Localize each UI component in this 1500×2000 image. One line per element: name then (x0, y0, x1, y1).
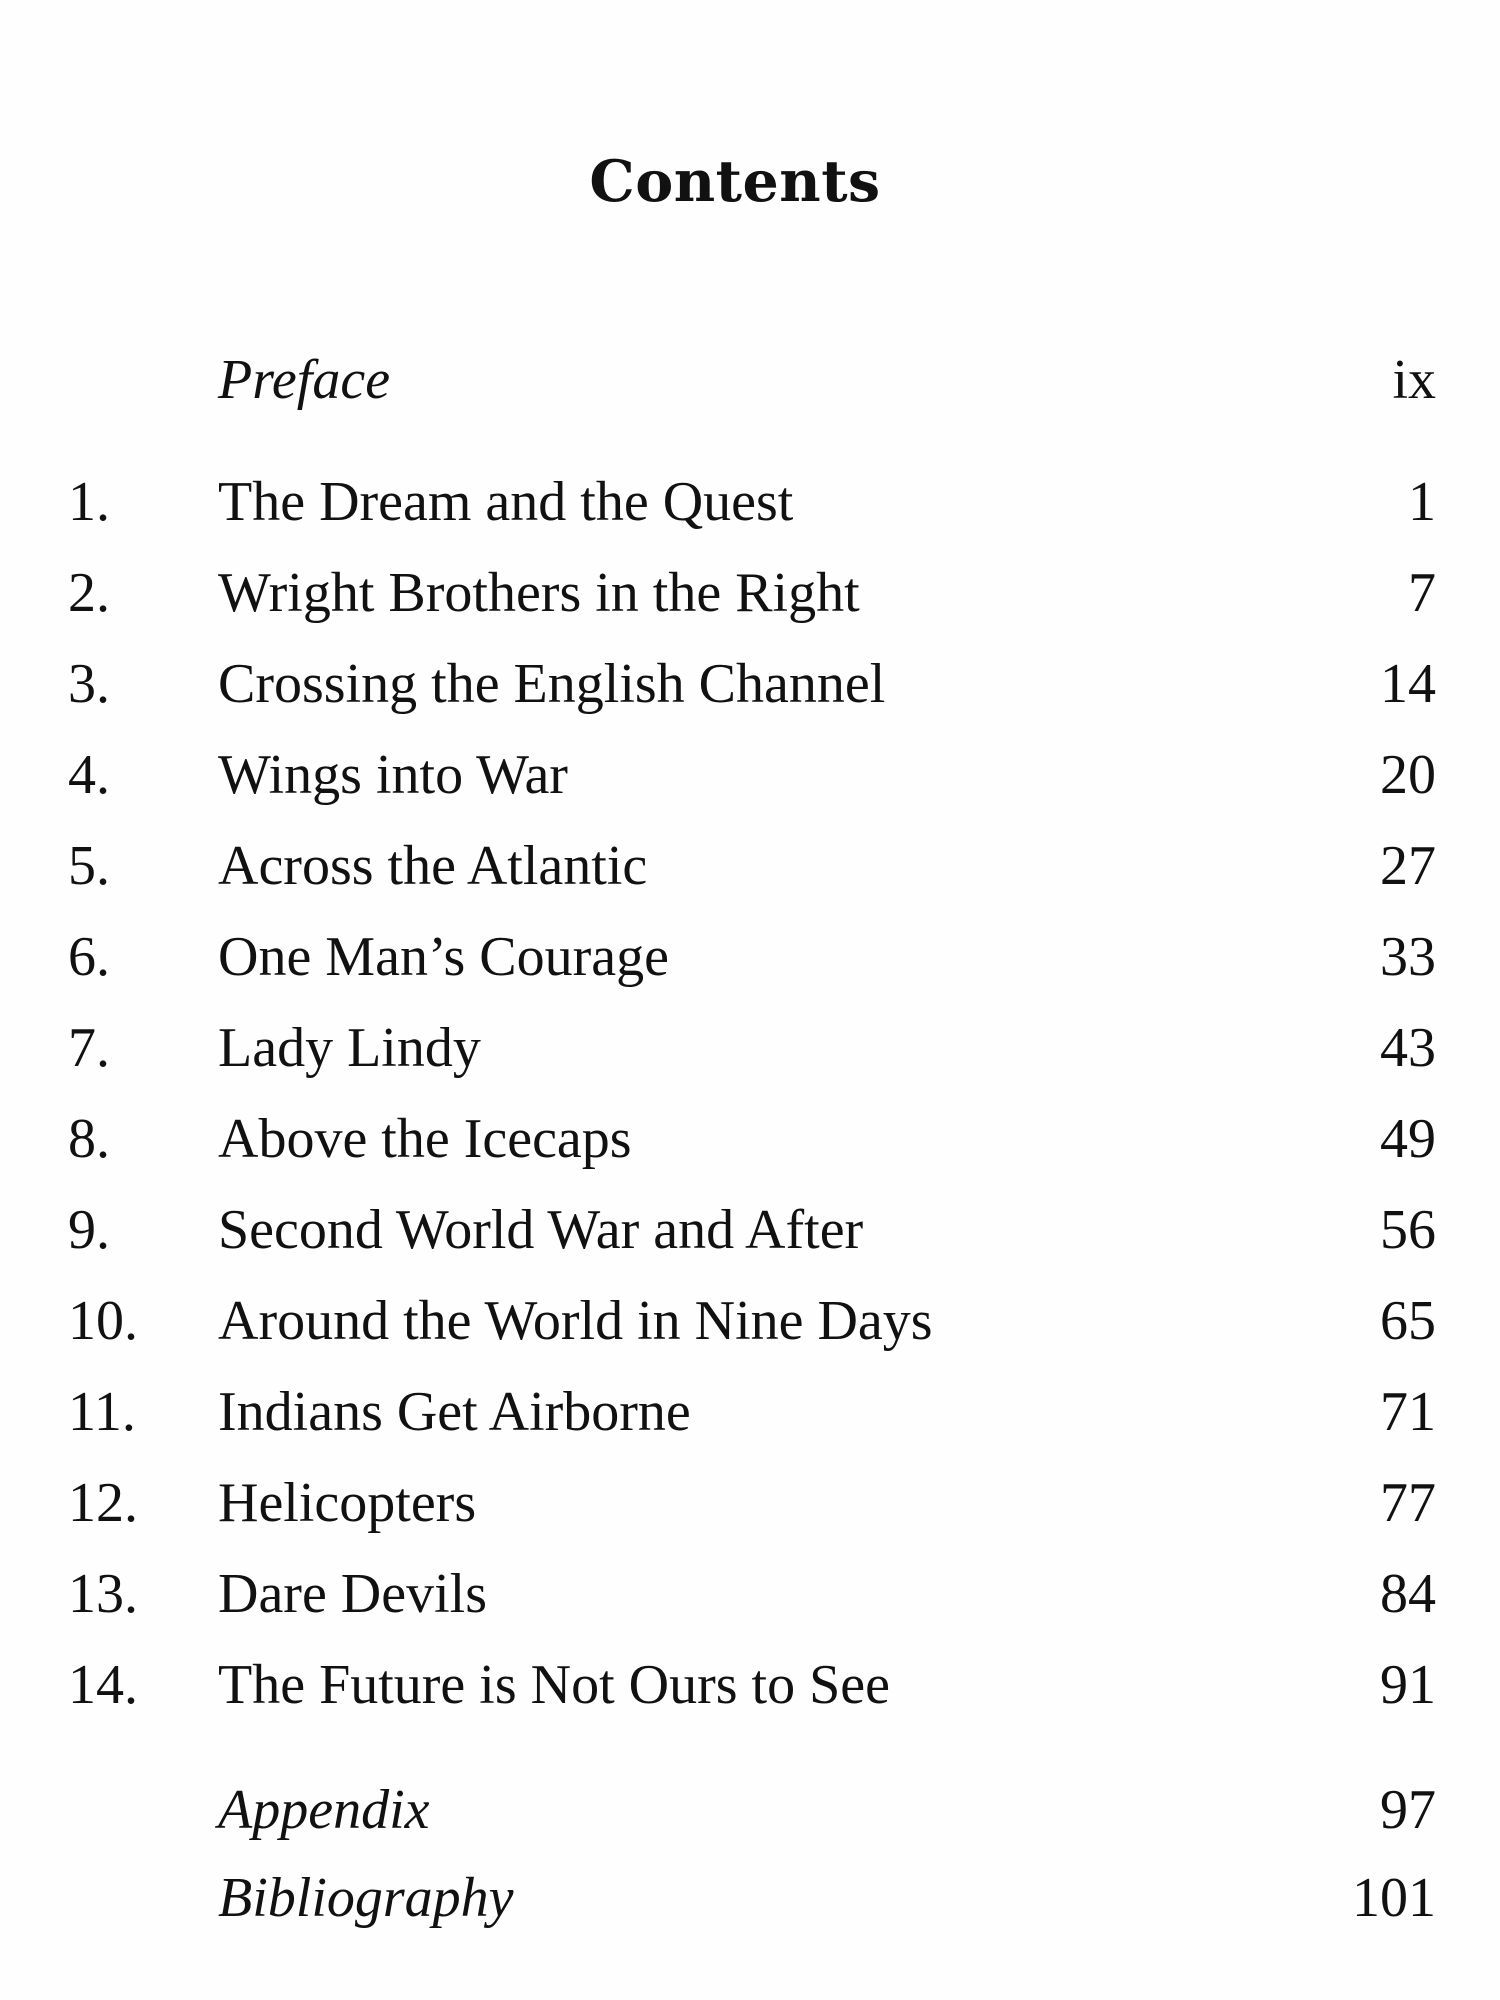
toc-entry-chapter-2 (0, 561, 1500, 641)
toc-entry-page: 7 (1408, 562, 1436, 624)
toc-entry-label: Around the World in Nine Days (218, 1290, 933, 1352)
toc-entry-label: Across the Atlantic (218, 835, 648, 897)
toc-entry-page: ix (1392, 349, 1436, 411)
toc-entry-number: 6. (68, 926, 110, 988)
toc-entry-chapter-8 (0, 1107, 1500, 1187)
toc-entry-page: 71 (1380, 1381, 1436, 1443)
toc-entry-label: Helicopters (218, 1472, 477, 1534)
toc-entry-number: 7. (68, 1017, 110, 1079)
toc-entry-page: 43 (1380, 1017, 1436, 1079)
toc-entry-number: 5. (68, 835, 110, 897)
toc-entry-appendix (0, 1778, 1500, 1858)
toc-entry-page: 97 (1380, 1779, 1436, 1841)
toc-entry-number: 4. (68, 744, 110, 806)
toc-entry-page: 91 (1380, 1654, 1436, 1716)
toc-entry-label: The Dream and the Quest (218, 471, 794, 533)
toc-entry-label: The Future is Not Ours to See (218, 1654, 890, 1716)
toc-entry-chapter-14 (0, 1653, 1500, 1733)
toc-entry-chapter-13 (0, 1562, 1500, 1642)
toc-entry-number: 12. (68, 1472, 138, 1534)
toc-entry-label: Lady Lindy (218, 1017, 481, 1079)
toc-entry-preface (0, 348, 1500, 428)
toc-entry-chapter-5 (0, 834, 1500, 914)
toc-entry-chapter-1 (0, 470, 1500, 550)
toc-entry-chapter-6 (0, 925, 1500, 1005)
toc-entry-bibliography (0, 1866, 1500, 1946)
toc-entry-label: Dare Devils (218, 1563, 488, 1625)
toc-entry-chapter-10 (0, 1289, 1500, 1369)
toc-entry-label: Bibliography (218, 1867, 514, 1929)
toc-entry-chapter-9 (0, 1198, 1500, 1278)
toc-entry-page: 49 (1380, 1108, 1436, 1170)
toc-entry-number: 2. (68, 562, 110, 624)
toc-entry-label: Preface (218, 349, 391, 411)
toc-entry-number: 11. (68, 1381, 136, 1443)
toc-entry-label: Appendix (218, 1779, 430, 1841)
toc-entry-chapter-4 (0, 743, 1500, 823)
toc-entry-label: Wright Brothers in the Right (218, 562, 860, 624)
toc-entry-page: 14 (1380, 653, 1436, 715)
toc-entry-chapter-12 (0, 1471, 1500, 1551)
toc-entry-label: Indians Get Airborne (218, 1381, 691, 1443)
toc-entry-page: 27 (1380, 835, 1436, 897)
toc-entry-label: Wings into War (218, 744, 568, 806)
toc-entry-number: 1. (68, 471, 110, 533)
toc-entry-number: 8. (68, 1108, 110, 1170)
toc-entry-page: 33 (1380, 926, 1436, 988)
page-title: Contents (589, 148, 881, 215)
toc-entry-label: One Man’s Courage (218, 926, 670, 988)
toc-entry-number: 14. (68, 1654, 138, 1716)
toc-entry-chapter-11 (0, 1380, 1500, 1460)
toc-entry-label: Above the Icecaps (218, 1108, 632, 1170)
toc-entry-number: 13. (68, 1563, 138, 1625)
toc-entry-label: Crossing the English Channel (218, 653, 886, 715)
toc-entry-page: 84 (1380, 1563, 1436, 1625)
toc-entry-chapter-3 (0, 652, 1500, 732)
toc-entry-number: 9. (68, 1199, 110, 1261)
toc-entry-number: 10. (68, 1290, 138, 1352)
toc-entry-label: Second World War and After (218, 1199, 864, 1261)
toc-entry-page: 101 (1352, 1867, 1436, 1929)
toc-entry-page: 1 (1408, 471, 1436, 533)
toc-entry-page: 65 (1380, 1290, 1436, 1352)
toc-entry-chapter-7 (0, 1016, 1500, 1096)
toc-entry-page: 20 (1380, 744, 1436, 806)
toc-entry-page: 56 (1380, 1199, 1436, 1261)
toc-entry-number: 3. (68, 653, 110, 715)
toc-entry-page: 77 (1380, 1472, 1436, 1534)
